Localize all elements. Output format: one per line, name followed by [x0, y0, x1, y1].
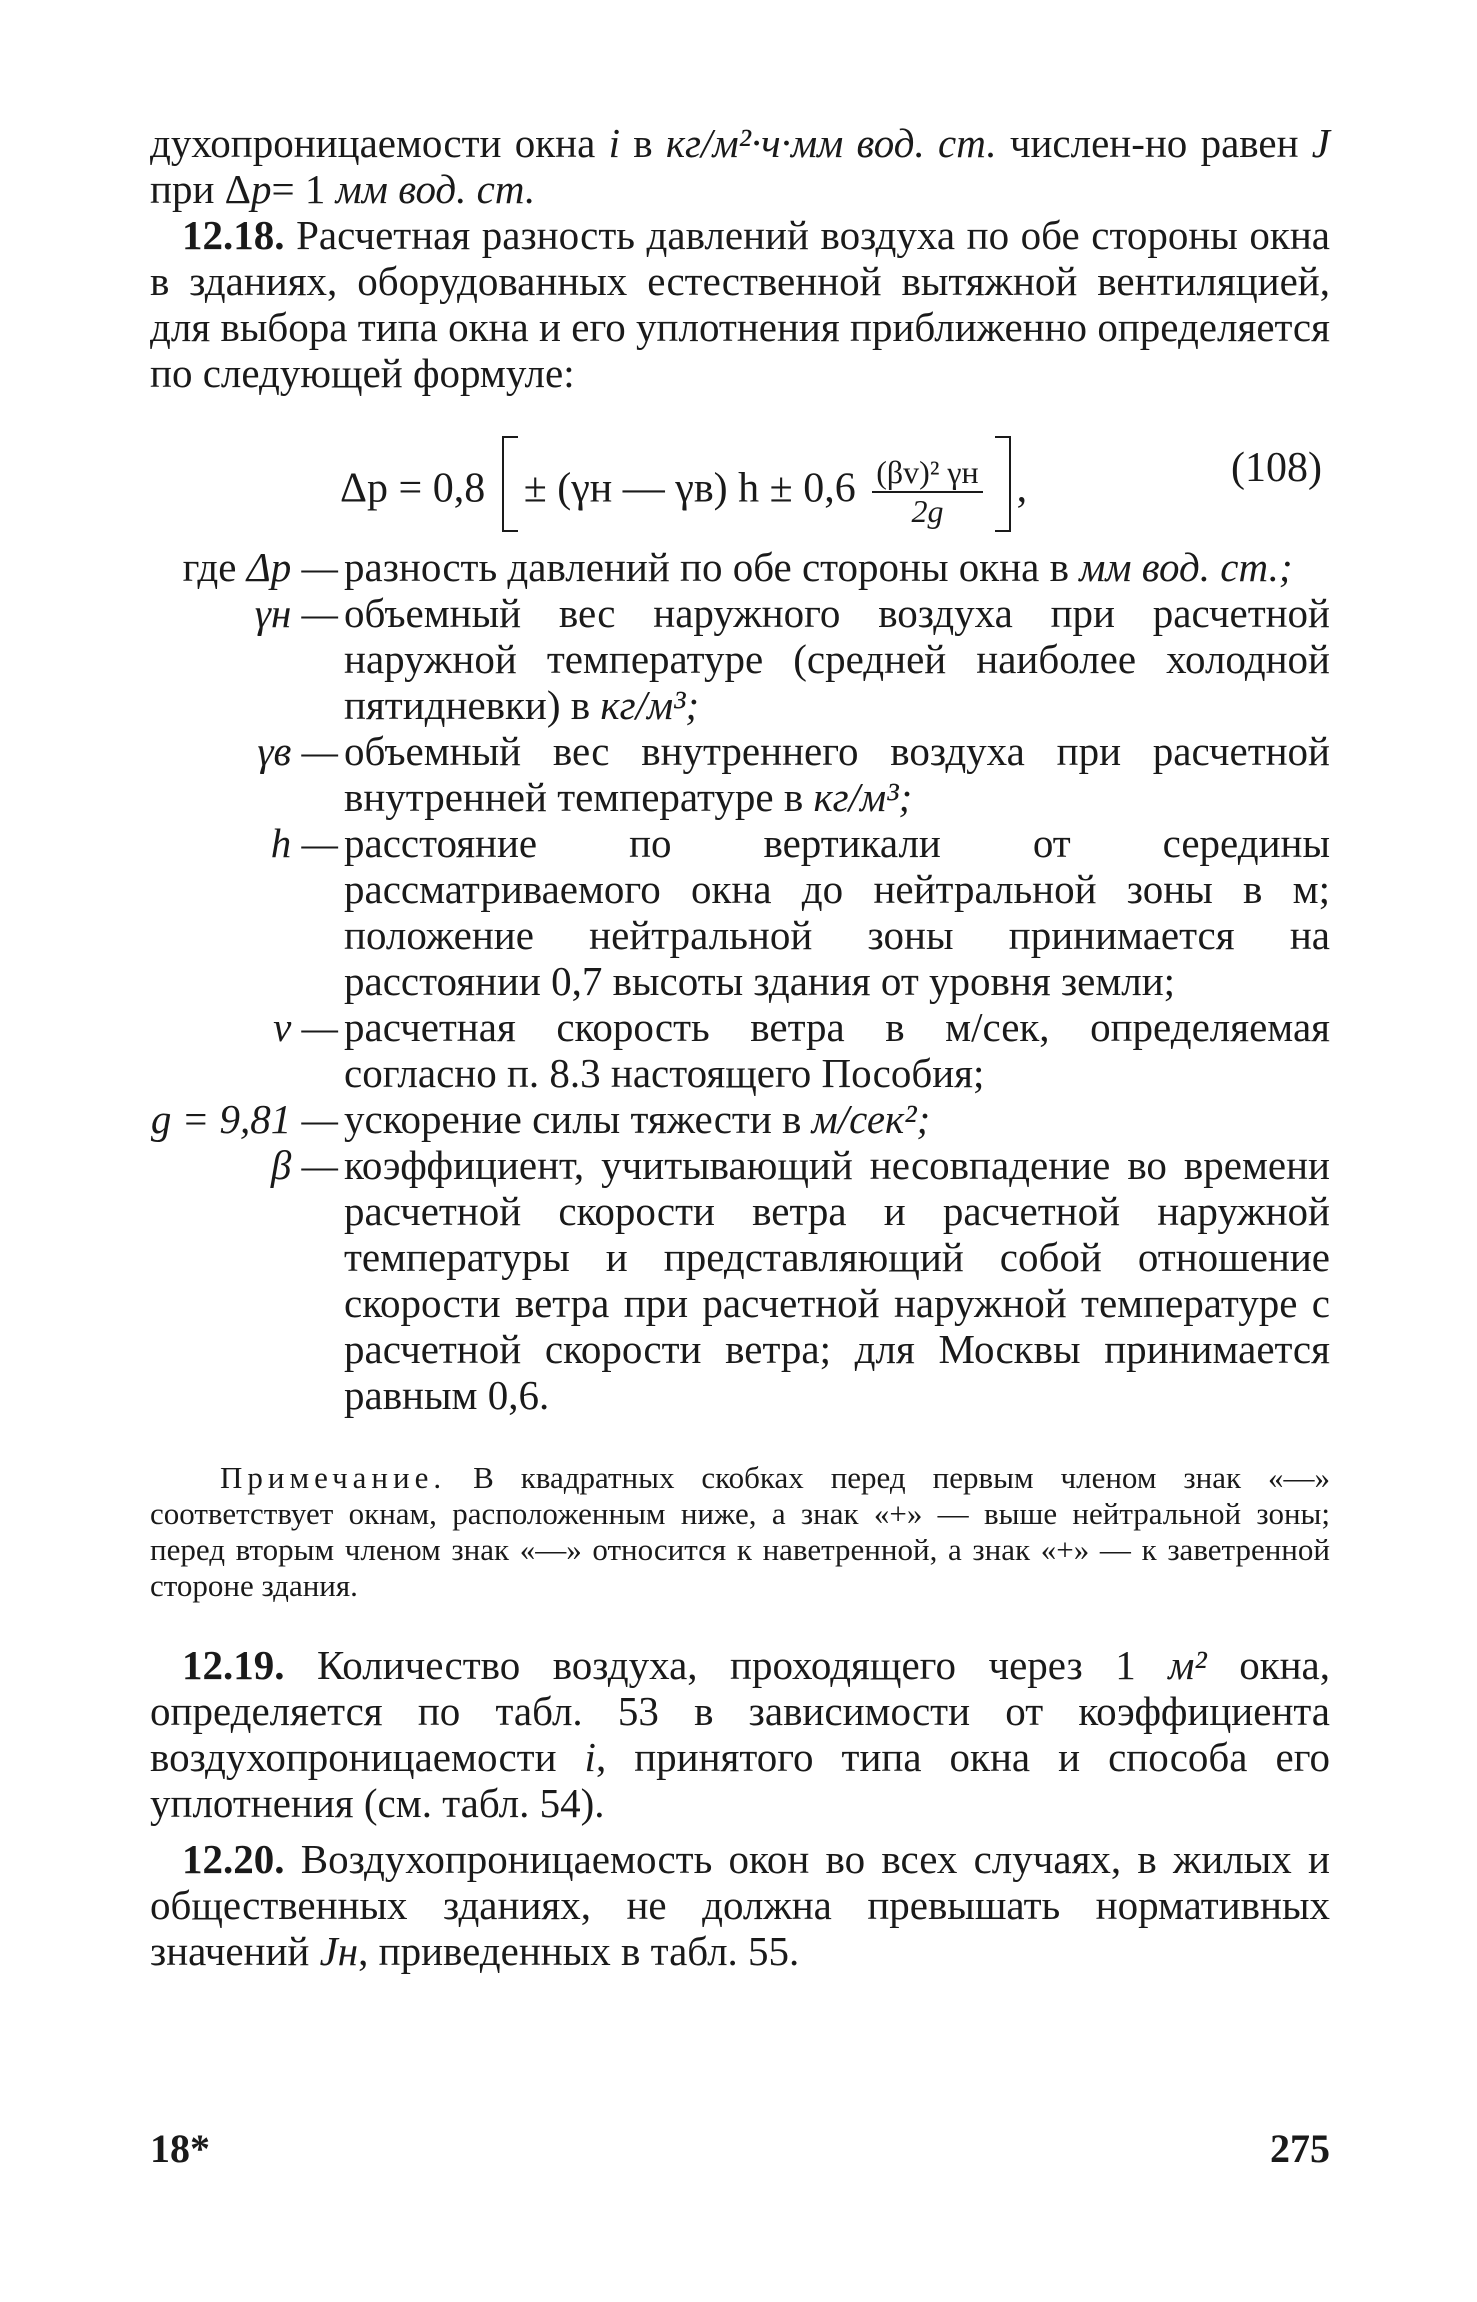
note-text: В квадратных скобках перед первым членом знак «—» соответствует окнам, расположенным ниже, а знак «+» — выше нейтральной зоны; перед вторым членом знак «—» относится к наветренной, а знак «+» — к заветренной стороне здания. — [150, 1460, 1330, 1603]
fraction-denominator: 2g — [911, 493, 944, 529]
page-content — [150, 120, 1330, 1974]
text: , приведенных в табл. 55. — [358, 1928, 800, 1974]
definition-text — [338, 728, 1330, 820]
symbol: γв — — [257, 728, 338, 774]
formula-number: (108) — [1231, 445, 1322, 491]
definition-symbol — [150, 1096, 338, 1142]
formula-inner: ± (γн — γв) h ± 0,6 — [523, 465, 856, 512]
definition-text — [338, 544, 1330, 590]
definition-symbol — [150, 728, 338, 820]
text: окна, определяется по табл. 53 в зависимости от коэффициента воздухопроницаемости — [150, 1642, 1331, 1780]
formula-lhs: Δp = 0,8 — [340, 465, 486, 512]
definition-text — [338, 1142, 1330, 1418]
text: духопроницаемости окна — [150, 120, 609, 166]
section-number: 12.20. — [182, 1836, 285, 1882]
intro-paragraph — [150, 120, 1330, 212]
formula-body — [340, 444, 1027, 540]
symbol: J — [1311, 120, 1330, 166]
note-paragraph — [150, 1460, 1330, 1604]
definition-item — [150, 544, 1330, 590]
note-label: Примечание. — [220, 1460, 447, 1495]
symbol: Jн — [319, 1928, 359, 1974]
definition-item — [150, 728, 1330, 820]
definitions-list — [150, 544, 1330, 1418]
page-footer — [150, 2125, 1330, 2172]
text: коэффициент, учитывающий несовпадение во времени расчетной скорости ветра и расчетной наружной температуры и представляющий собой отношение скорости ветра при расчетной наружной температуре с расчетной скорости ветра; для Москвы принимается равным 0,6. — [344, 1142, 1330, 1418]
symbol: Δp — — [246, 544, 338, 590]
text: объемный вес наружного воздуха при расчетной наружной температуре (средней наиболее холодной пятидневки) в — [344, 590, 1330, 728]
unit: м/сек²; — [811, 1096, 931, 1142]
text: разность давлений по обе стороны окна в — [344, 544, 1069, 590]
text: объемный вес внутреннего воздуха при расчетной внутренней температуре в — [344, 728, 1330, 820]
symbol: p — [251, 166, 272, 212]
definition-symbol — [150, 1004, 338, 1096]
text: Воздухопроницаемость окон во всех случаях, в жилых и общественных зданиях, не должна превышать нормативных значений — [150, 1836, 1330, 1974]
unit: кг/м³; — [600, 682, 700, 728]
text: числен-но равен — [996, 120, 1312, 166]
definition-text — [338, 1004, 1330, 1096]
symbol: β — — [270, 1142, 338, 1188]
definition-text — [338, 590, 1330, 728]
definition-text — [338, 1096, 1330, 1142]
section-number: 12.19. — [182, 1642, 285, 1688]
fraction-numerator: (βv)² γн — [872, 454, 982, 493]
unit: кг/м²·ч·мм вод. ст. — [665, 120, 997, 166]
unit: кг/м³; — [813, 774, 913, 820]
definition-symbol — [150, 820, 338, 1004]
symbol: v — — [273, 1004, 338, 1050]
left-bracket — [502, 436, 518, 532]
section-text: Расчетная разность давлений воздуха по обе стороны окна в зданиях, оборудованных естественной вытяжной вентиляцией, для выбора типа окна и его уплотнения приближенно определяется по следующей формуле: — [150, 212, 1330, 396]
where-label: где — [182, 544, 237, 590]
symbol: i — [584, 1734, 596, 1780]
definition-item — [150, 1142, 1330, 1418]
definition-item — [150, 1096, 1330, 1142]
right-bracket — [995, 436, 1011, 532]
text: в — [619, 120, 666, 166]
definition-item — [150, 1004, 1330, 1096]
unit: мм вод. ст.; — [1079, 544, 1293, 590]
unit: м² — [1168, 1642, 1207, 1688]
symbol: g = 9,81 — — [150, 1096, 338, 1142]
text: ускорение силы тяжести в — [344, 1096, 802, 1142]
printer-signature: 18* — [150, 2126, 210, 2171]
symbol: h — — [270, 820, 338, 866]
section-12-18 — [150, 212, 1330, 396]
text: = 1 — [271, 166, 336, 212]
text: , принятого типа окна и способа его уплотнения (см. табл. 54). — [150, 1734, 1330, 1826]
section-12-20 — [150, 1836, 1330, 1974]
definition-symbol — [150, 544, 338, 590]
page-number: 275 — [1270, 2126, 1330, 2171]
text: при Δ — [150, 166, 251, 212]
symbol: i — [608, 120, 620, 166]
unit: мм вод. ст. — [335, 166, 536, 212]
section-12-19 — [150, 1642, 1330, 1826]
definition-symbol — [150, 1142, 338, 1418]
text: Количество воздуха, проходящего через 1 — [284, 1642, 1169, 1688]
definition-symbol — [150, 590, 338, 728]
definition-item — [150, 590, 1330, 728]
text: расстояние по вертикали от середины рассматриваемого окна до нейтральной зоны в м; положение нейтральной зоны принимается на расстоянии 0,7 высоты здания от уровня земли; — [344, 820, 1330, 1004]
definition-text — [338, 820, 1330, 1004]
section-number: 12.18. — [182, 212, 285, 258]
formula-108 — [150, 414, 1330, 534]
formula-fraction — [872, 454, 982, 530]
text: расчетная скорость ветра в м/сек, определяемая согласно п. 8.3 настоящего Пособия; — [344, 1004, 1330, 1096]
definition-item — [150, 820, 1330, 1004]
formula-tail: , — [1016, 465, 1028, 512]
symbol: γн — — [254, 590, 338, 636]
